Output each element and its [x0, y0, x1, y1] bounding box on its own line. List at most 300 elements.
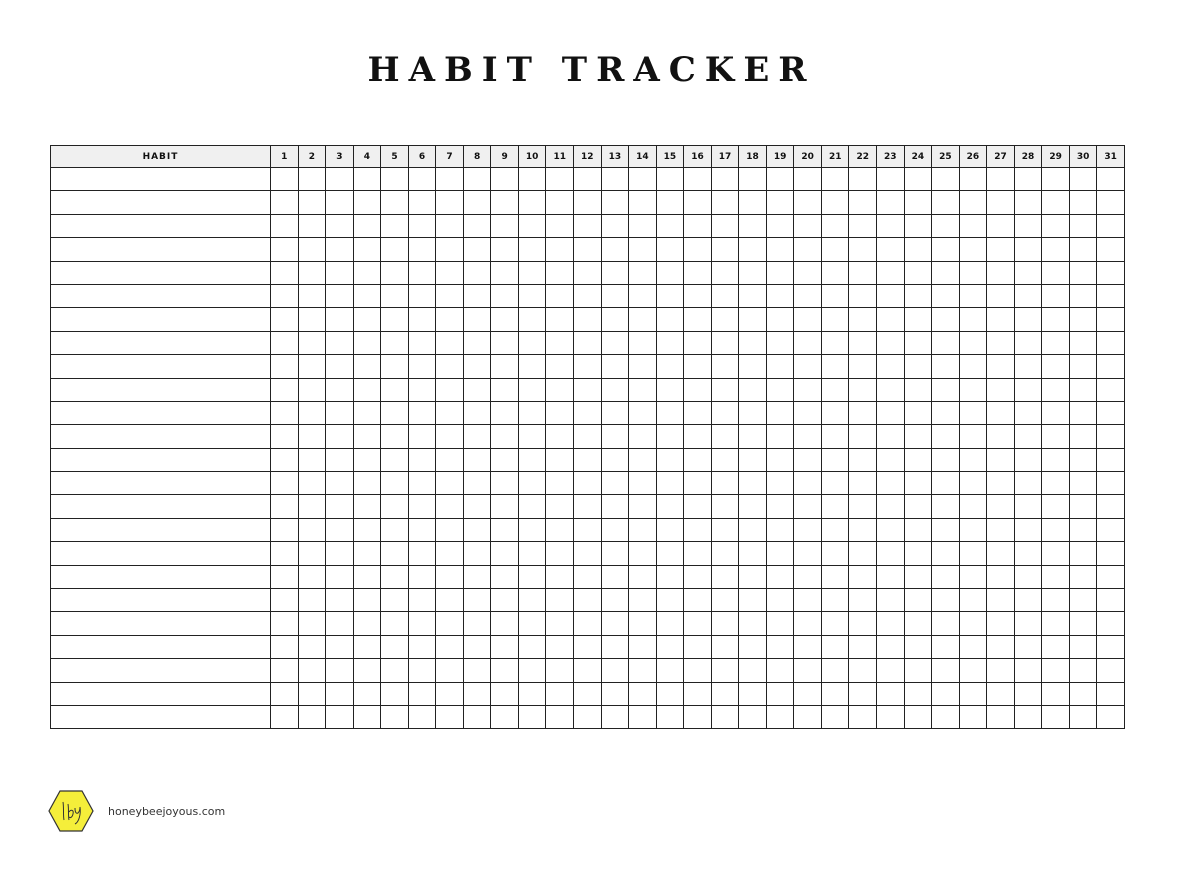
- day-checkbox-cell[interactable]: [766, 191, 794, 214]
- day-checkbox-cell[interactable]: [353, 565, 381, 588]
- day-checkbox-cell[interactable]: [1069, 238, 1097, 261]
- day-checkbox-cell[interactable]: [1069, 401, 1097, 424]
- day-checkbox-cell[interactable]: [491, 542, 519, 565]
- day-checkbox-cell[interactable]: [904, 261, 932, 284]
- day-checkbox-cell[interactable]: [1069, 659, 1097, 682]
- day-checkbox-cell[interactable]: [1042, 284, 1070, 307]
- day-checkbox-cell[interactable]: [436, 518, 464, 541]
- day-checkbox-cell[interactable]: [408, 659, 436, 682]
- day-checkbox-cell[interactable]: [1014, 355, 1042, 378]
- day-checkbox-cell[interactable]: [959, 472, 987, 495]
- day-checkbox-cell[interactable]: [574, 238, 602, 261]
- day-checkbox-cell[interactable]: [271, 635, 299, 658]
- day-checkbox-cell[interactable]: [546, 659, 574, 682]
- day-checkbox-cell[interactable]: [574, 659, 602, 682]
- day-checkbox-cell[interactable]: [1069, 635, 1097, 658]
- day-checkbox-cell[interactable]: [794, 518, 822, 541]
- day-checkbox-cell[interactable]: [601, 401, 629, 424]
- day-checkbox-cell[interactable]: [326, 635, 354, 658]
- day-checkbox-cell[interactable]: [821, 518, 849, 541]
- day-checkbox-cell[interactable]: [546, 589, 574, 612]
- day-checkbox-cell[interactable]: [381, 425, 409, 448]
- day-checkbox-cell[interactable]: [739, 238, 767, 261]
- day-checkbox-cell[interactable]: [739, 355, 767, 378]
- day-checkbox-cell[interactable]: [1042, 565, 1070, 588]
- day-checkbox-cell[interactable]: [656, 635, 684, 658]
- day-checkbox-cell[interactable]: [298, 635, 326, 658]
- day-checkbox-cell[interactable]: [849, 612, 877, 635]
- day-checkbox-cell[interactable]: [684, 284, 712, 307]
- day-checkbox-cell[interactable]: [904, 612, 932, 635]
- day-checkbox-cell[interactable]: [381, 565, 409, 588]
- day-checkbox-cell[interactable]: [629, 238, 657, 261]
- day-checkbox-cell[interactable]: [326, 448, 354, 471]
- day-checkbox-cell[interactable]: [518, 168, 546, 191]
- day-checkbox-cell[interactable]: [298, 284, 326, 307]
- day-checkbox-cell[interactable]: [546, 635, 574, 658]
- day-checkbox-cell[interactable]: [298, 238, 326, 261]
- day-checkbox-cell[interactable]: [1014, 682, 1042, 705]
- day-checkbox-cell[interactable]: [436, 682, 464, 705]
- day-checkbox-cell[interactable]: [1097, 448, 1125, 471]
- day-checkbox-cell[interactable]: [987, 284, 1015, 307]
- day-checkbox-cell[interactable]: [932, 331, 960, 354]
- day-checkbox-cell[interactable]: [766, 542, 794, 565]
- day-checkbox-cell[interactable]: [436, 472, 464, 495]
- day-checkbox-cell[interactable]: [408, 682, 436, 705]
- day-checkbox-cell[interactable]: [821, 542, 849, 565]
- day-checkbox-cell[interactable]: [794, 355, 822, 378]
- day-checkbox-cell[interactable]: [491, 191, 519, 214]
- day-checkbox-cell[interactable]: [766, 355, 794, 378]
- day-checkbox-cell[interactable]: [877, 682, 905, 705]
- day-checkbox-cell[interactable]: [849, 682, 877, 705]
- day-checkbox-cell[interactable]: [877, 565, 905, 588]
- day-checkbox-cell[interactable]: [271, 168, 299, 191]
- day-checkbox-cell[interactable]: [518, 284, 546, 307]
- day-checkbox-cell[interactable]: [904, 472, 932, 495]
- day-checkbox-cell[interactable]: [629, 261, 657, 284]
- day-checkbox-cell[interactable]: [353, 705, 381, 728]
- day-checkbox-cell[interactable]: [849, 518, 877, 541]
- day-checkbox-cell[interactable]: [436, 261, 464, 284]
- day-checkbox-cell[interactable]: [629, 659, 657, 682]
- day-checkbox-cell[interactable]: [959, 495, 987, 518]
- day-checkbox-cell[interactable]: [408, 425, 436, 448]
- day-checkbox-cell[interactable]: [1069, 331, 1097, 354]
- day-checkbox-cell[interactable]: [766, 168, 794, 191]
- day-checkbox-cell[interactable]: [849, 705, 877, 728]
- day-checkbox-cell[interactable]: [298, 542, 326, 565]
- day-checkbox-cell[interactable]: [987, 331, 1015, 354]
- day-checkbox-cell[interactable]: [711, 635, 739, 658]
- day-checkbox-cell[interactable]: [711, 261, 739, 284]
- day-checkbox-cell[interactable]: [436, 401, 464, 424]
- day-checkbox-cell[interactable]: [1097, 518, 1125, 541]
- day-checkbox-cell[interactable]: [1042, 682, 1070, 705]
- day-checkbox-cell[interactable]: [849, 472, 877, 495]
- day-checkbox-cell[interactable]: [381, 214, 409, 237]
- day-checkbox-cell[interactable]: [821, 401, 849, 424]
- day-checkbox-cell[interactable]: [794, 261, 822, 284]
- day-checkbox-cell[interactable]: [794, 425, 822, 448]
- day-checkbox-cell[interactable]: [353, 261, 381, 284]
- day-checkbox-cell[interactable]: [353, 635, 381, 658]
- day-checkbox-cell[interactable]: [849, 635, 877, 658]
- day-checkbox-cell[interactable]: [381, 495, 409, 518]
- day-checkbox-cell[interactable]: [601, 612, 629, 635]
- day-checkbox-cell[interactable]: [821, 261, 849, 284]
- day-checkbox-cell[interactable]: [574, 542, 602, 565]
- day-checkbox-cell[interactable]: [298, 518, 326, 541]
- day-checkbox-cell[interactable]: [1069, 542, 1097, 565]
- day-checkbox-cell[interactable]: [1042, 238, 1070, 261]
- day-checkbox-cell[interactable]: [601, 331, 629, 354]
- day-checkbox-cell[interactable]: [821, 308, 849, 331]
- day-checkbox-cell[interactable]: [1042, 214, 1070, 237]
- day-checkbox-cell[interactable]: [656, 284, 684, 307]
- day-checkbox-cell[interactable]: [959, 261, 987, 284]
- day-checkbox-cell[interactable]: [877, 495, 905, 518]
- day-checkbox-cell[interactable]: [463, 261, 491, 284]
- day-checkbox-cell[interactable]: [932, 401, 960, 424]
- day-checkbox-cell[interactable]: [298, 565, 326, 588]
- day-checkbox-cell[interactable]: [656, 612, 684, 635]
- habit-name-cell[interactable]: [51, 705, 271, 728]
- day-checkbox-cell[interactable]: [904, 705, 932, 728]
- day-checkbox-cell[interactable]: [932, 355, 960, 378]
- day-checkbox-cell[interactable]: [271, 612, 299, 635]
- day-checkbox-cell[interactable]: [766, 659, 794, 682]
- day-checkbox-cell[interactable]: [1097, 659, 1125, 682]
- day-checkbox-cell[interactable]: [326, 495, 354, 518]
- day-checkbox-cell[interactable]: [491, 472, 519, 495]
- day-checkbox-cell[interactable]: [794, 612, 822, 635]
- day-checkbox-cell[interactable]: [656, 682, 684, 705]
- day-checkbox-cell[interactable]: [739, 425, 767, 448]
- day-checkbox-cell[interactable]: [381, 542, 409, 565]
- day-checkbox-cell[interactable]: [932, 495, 960, 518]
- day-checkbox-cell[interactable]: [821, 284, 849, 307]
- day-checkbox-cell[interactable]: [326, 425, 354, 448]
- day-checkbox-cell[interactable]: [684, 612, 712, 635]
- day-checkbox-cell[interactable]: [381, 168, 409, 191]
- day-checkbox-cell[interactable]: [849, 308, 877, 331]
- day-checkbox-cell[interactable]: [656, 565, 684, 588]
- day-checkbox-cell[interactable]: [353, 425, 381, 448]
- day-checkbox-cell[interactable]: [821, 238, 849, 261]
- day-checkbox-cell[interactable]: [298, 261, 326, 284]
- day-checkbox-cell[interactable]: [518, 682, 546, 705]
- day-checkbox-cell[interactable]: [436, 238, 464, 261]
- day-checkbox-cell[interactable]: [518, 401, 546, 424]
- day-checkbox-cell[interactable]: [574, 612, 602, 635]
- day-checkbox-cell[interactable]: [1097, 355, 1125, 378]
- habit-name-cell[interactable]: [51, 472, 271, 495]
- day-checkbox-cell[interactable]: [574, 284, 602, 307]
- day-checkbox-cell[interactable]: [629, 425, 657, 448]
- day-checkbox-cell[interactable]: [794, 705, 822, 728]
- day-checkbox-cell[interactable]: [739, 495, 767, 518]
- day-checkbox-cell[interactable]: [1069, 682, 1097, 705]
- day-checkbox-cell[interactable]: [353, 168, 381, 191]
- day-checkbox-cell[interactable]: [518, 542, 546, 565]
- day-checkbox-cell[interactable]: [1097, 238, 1125, 261]
- day-checkbox-cell[interactable]: [491, 308, 519, 331]
- day-checkbox-cell[interactable]: [298, 168, 326, 191]
- day-checkbox-cell[interactable]: [987, 635, 1015, 658]
- day-checkbox-cell[interactable]: [959, 589, 987, 612]
- day-checkbox-cell[interactable]: [381, 589, 409, 612]
- day-checkbox-cell[interactable]: [408, 565, 436, 588]
- day-checkbox-cell[interactable]: [271, 425, 299, 448]
- day-checkbox-cell[interactable]: [491, 331, 519, 354]
- day-checkbox-cell[interactable]: [381, 472, 409, 495]
- day-checkbox-cell[interactable]: [656, 448, 684, 471]
- day-checkbox-cell[interactable]: [821, 214, 849, 237]
- day-checkbox-cell[interactable]: [959, 168, 987, 191]
- day-checkbox-cell[interactable]: [463, 705, 491, 728]
- day-checkbox-cell[interactable]: [381, 261, 409, 284]
- day-checkbox-cell[interactable]: [821, 682, 849, 705]
- day-checkbox-cell[interactable]: [436, 355, 464, 378]
- habit-name-cell[interactable]: [51, 612, 271, 635]
- day-checkbox-cell[interactable]: [987, 214, 1015, 237]
- habit-name-cell[interactable]: [51, 191, 271, 214]
- day-checkbox-cell[interactable]: [1069, 565, 1097, 588]
- day-checkbox-cell[interactable]: [987, 378, 1015, 401]
- day-checkbox-cell[interactable]: [1069, 168, 1097, 191]
- day-checkbox-cell[interactable]: [546, 518, 574, 541]
- day-checkbox-cell[interactable]: [436, 425, 464, 448]
- day-checkbox-cell[interactable]: [656, 401, 684, 424]
- day-checkbox-cell[interactable]: [1014, 518, 1042, 541]
- day-checkbox-cell[interactable]: [987, 542, 1015, 565]
- day-checkbox-cell[interactable]: [271, 191, 299, 214]
- day-checkbox-cell[interactable]: [353, 682, 381, 705]
- day-checkbox-cell[interactable]: [739, 214, 767, 237]
- day-checkbox-cell[interactable]: [601, 518, 629, 541]
- day-checkbox-cell[interactable]: [932, 191, 960, 214]
- day-checkbox-cell[interactable]: [601, 565, 629, 588]
- day-checkbox-cell[interactable]: [353, 191, 381, 214]
- day-checkbox-cell[interactable]: [436, 542, 464, 565]
- day-checkbox-cell[interactable]: [353, 542, 381, 565]
- website-link[interactable]: honeybeejoyous.com: [108, 804, 226, 818]
- day-checkbox-cell[interactable]: [821, 355, 849, 378]
- day-checkbox-cell[interactable]: [491, 705, 519, 728]
- day-checkbox-cell[interactable]: [1097, 308, 1125, 331]
- day-checkbox-cell[interactable]: [271, 331, 299, 354]
- day-checkbox-cell[interactable]: [326, 589, 354, 612]
- day-checkbox-cell[interactable]: [436, 378, 464, 401]
- day-checkbox-cell[interactable]: [353, 659, 381, 682]
- day-checkbox-cell[interactable]: [1014, 542, 1042, 565]
- day-checkbox-cell[interactable]: [932, 168, 960, 191]
- day-checkbox-cell[interactable]: [877, 331, 905, 354]
- day-checkbox-cell[interactable]: [436, 659, 464, 682]
- day-checkbox-cell[interactable]: [1014, 238, 1042, 261]
- day-checkbox-cell[interactable]: [849, 401, 877, 424]
- day-checkbox-cell[interactable]: [298, 355, 326, 378]
- day-checkbox-cell[interactable]: [877, 705, 905, 728]
- day-checkbox-cell[interactable]: [849, 261, 877, 284]
- day-checkbox-cell[interactable]: [491, 659, 519, 682]
- day-checkbox-cell[interactable]: [463, 518, 491, 541]
- day-checkbox-cell[interactable]: [271, 495, 299, 518]
- day-checkbox-cell[interactable]: [463, 168, 491, 191]
- day-checkbox-cell[interactable]: [656, 355, 684, 378]
- day-checkbox-cell[interactable]: [463, 191, 491, 214]
- day-checkbox-cell[interactable]: [959, 542, 987, 565]
- day-checkbox-cell[interactable]: [849, 659, 877, 682]
- day-checkbox-cell[interactable]: [408, 472, 436, 495]
- day-checkbox-cell[interactable]: [1042, 518, 1070, 541]
- day-checkbox-cell[interactable]: [932, 682, 960, 705]
- day-checkbox-cell[interactable]: [518, 495, 546, 518]
- day-checkbox-cell[interactable]: [932, 472, 960, 495]
- day-checkbox-cell[interactable]: [794, 308, 822, 331]
- day-checkbox-cell[interactable]: [684, 589, 712, 612]
- day-checkbox-cell[interactable]: [298, 705, 326, 728]
- day-checkbox-cell[interactable]: [766, 612, 794, 635]
- day-checkbox-cell[interactable]: [711, 331, 739, 354]
- day-checkbox-cell[interactable]: [574, 495, 602, 518]
- day-checkbox-cell[interactable]: [271, 682, 299, 705]
- day-checkbox-cell[interactable]: [711, 682, 739, 705]
- day-checkbox-cell[interactable]: [711, 378, 739, 401]
- day-checkbox-cell[interactable]: [739, 472, 767, 495]
- day-checkbox-cell[interactable]: [904, 425, 932, 448]
- day-checkbox-cell[interactable]: [1069, 448, 1097, 471]
- day-checkbox-cell[interactable]: [353, 589, 381, 612]
- day-checkbox-cell[interactable]: [546, 425, 574, 448]
- day-checkbox-cell[interactable]: [1097, 472, 1125, 495]
- day-checkbox-cell[interactable]: [491, 518, 519, 541]
- day-checkbox-cell[interactable]: [987, 448, 1015, 471]
- day-checkbox-cell[interactable]: [629, 401, 657, 424]
- day-checkbox-cell[interactable]: [574, 378, 602, 401]
- day-checkbox-cell[interactable]: [463, 472, 491, 495]
- day-checkbox-cell[interactable]: [987, 565, 1015, 588]
- day-checkbox-cell[interactable]: [629, 635, 657, 658]
- day-checkbox-cell[interactable]: [1014, 378, 1042, 401]
- day-checkbox-cell[interactable]: [408, 308, 436, 331]
- day-checkbox-cell[interactable]: [491, 168, 519, 191]
- day-checkbox-cell[interactable]: [436, 705, 464, 728]
- day-checkbox-cell[interactable]: [601, 542, 629, 565]
- day-checkbox-cell[interactable]: [684, 168, 712, 191]
- day-checkbox-cell[interactable]: [546, 308, 574, 331]
- day-checkbox-cell[interactable]: [463, 495, 491, 518]
- day-checkbox-cell[interactable]: [408, 612, 436, 635]
- day-checkbox-cell[interactable]: [1069, 518, 1097, 541]
- day-checkbox-cell[interactable]: [1042, 659, 1070, 682]
- day-checkbox-cell[interactable]: [877, 518, 905, 541]
- day-checkbox-cell[interactable]: [408, 355, 436, 378]
- day-checkbox-cell[interactable]: [381, 635, 409, 658]
- day-checkbox-cell[interactable]: [1069, 284, 1097, 307]
- day-checkbox-cell[interactable]: [353, 448, 381, 471]
- day-checkbox-cell[interactable]: [381, 518, 409, 541]
- day-checkbox-cell[interactable]: [766, 518, 794, 541]
- day-checkbox-cell[interactable]: [849, 331, 877, 354]
- day-checkbox-cell[interactable]: [629, 682, 657, 705]
- day-checkbox-cell[interactable]: [1042, 355, 1070, 378]
- day-checkbox-cell[interactable]: [987, 705, 1015, 728]
- day-checkbox-cell[interactable]: [408, 495, 436, 518]
- day-checkbox-cell[interactable]: [463, 635, 491, 658]
- day-checkbox-cell[interactable]: [987, 472, 1015, 495]
- day-checkbox-cell[interactable]: [821, 448, 849, 471]
- day-checkbox-cell[interactable]: [491, 565, 519, 588]
- day-checkbox-cell[interactable]: [987, 612, 1015, 635]
- day-checkbox-cell[interactable]: [1097, 401, 1125, 424]
- day-checkbox-cell[interactable]: [959, 705, 987, 728]
- day-checkbox-cell[interactable]: [877, 284, 905, 307]
- day-checkbox-cell[interactable]: [959, 191, 987, 214]
- day-checkbox-cell[interactable]: [491, 495, 519, 518]
- day-checkbox-cell[interactable]: [326, 284, 354, 307]
- day-checkbox-cell[interactable]: [1014, 705, 1042, 728]
- day-checkbox-cell[interactable]: [684, 355, 712, 378]
- day-checkbox-cell[interactable]: [1014, 495, 1042, 518]
- day-checkbox-cell[interactable]: [656, 238, 684, 261]
- day-checkbox-cell[interactable]: [904, 238, 932, 261]
- day-checkbox-cell[interactable]: [794, 401, 822, 424]
- day-checkbox-cell[interactable]: [408, 401, 436, 424]
- day-checkbox-cell[interactable]: [1042, 495, 1070, 518]
- day-checkbox-cell[interactable]: [711, 238, 739, 261]
- day-checkbox-cell[interactable]: [877, 214, 905, 237]
- day-checkbox-cell[interactable]: [656, 542, 684, 565]
- day-checkbox-cell[interactable]: [381, 308, 409, 331]
- day-checkbox-cell[interactable]: [656, 705, 684, 728]
- day-checkbox-cell[interactable]: [1014, 401, 1042, 424]
- day-checkbox-cell[interactable]: [271, 308, 299, 331]
- day-checkbox-cell[interactable]: [298, 401, 326, 424]
- day-checkbox-cell[interactable]: [1042, 401, 1070, 424]
- day-checkbox-cell[interactable]: [326, 542, 354, 565]
- day-checkbox-cell[interactable]: [271, 284, 299, 307]
- day-checkbox-cell[interactable]: [463, 284, 491, 307]
- day-checkbox-cell[interactable]: [794, 495, 822, 518]
- day-checkbox-cell[interactable]: [987, 355, 1015, 378]
- day-checkbox-cell[interactable]: [766, 495, 794, 518]
- day-checkbox-cell[interactable]: [601, 308, 629, 331]
- day-checkbox-cell[interactable]: [849, 191, 877, 214]
- day-checkbox-cell[interactable]: [959, 612, 987, 635]
- day-checkbox-cell[interactable]: [766, 705, 794, 728]
- day-checkbox-cell[interactable]: [298, 214, 326, 237]
- day-checkbox-cell[interactable]: [794, 331, 822, 354]
- day-checkbox-cell[interactable]: [408, 168, 436, 191]
- day-checkbox-cell[interactable]: [601, 355, 629, 378]
- day-checkbox-cell[interactable]: [739, 448, 767, 471]
- day-checkbox-cell[interactable]: [932, 565, 960, 588]
- day-checkbox-cell[interactable]: [574, 168, 602, 191]
- day-checkbox-cell[interactable]: [932, 518, 960, 541]
- day-checkbox-cell[interactable]: [1042, 589, 1070, 612]
- day-checkbox-cell[interactable]: [1097, 495, 1125, 518]
- day-checkbox-cell[interactable]: [546, 191, 574, 214]
- day-checkbox-cell[interactable]: [353, 401, 381, 424]
- day-checkbox-cell[interactable]: [794, 168, 822, 191]
- day-checkbox-cell[interactable]: [904, 378, 932, 401]
- day-checkbox-cell[interactable]: [491, 612, 519, 635]
- day-checkbox-cell[interactable]: [1042, 705, 1070, 728]
- day-checkbox-cell[interactable]: [1097, 261, 1125, 284]
